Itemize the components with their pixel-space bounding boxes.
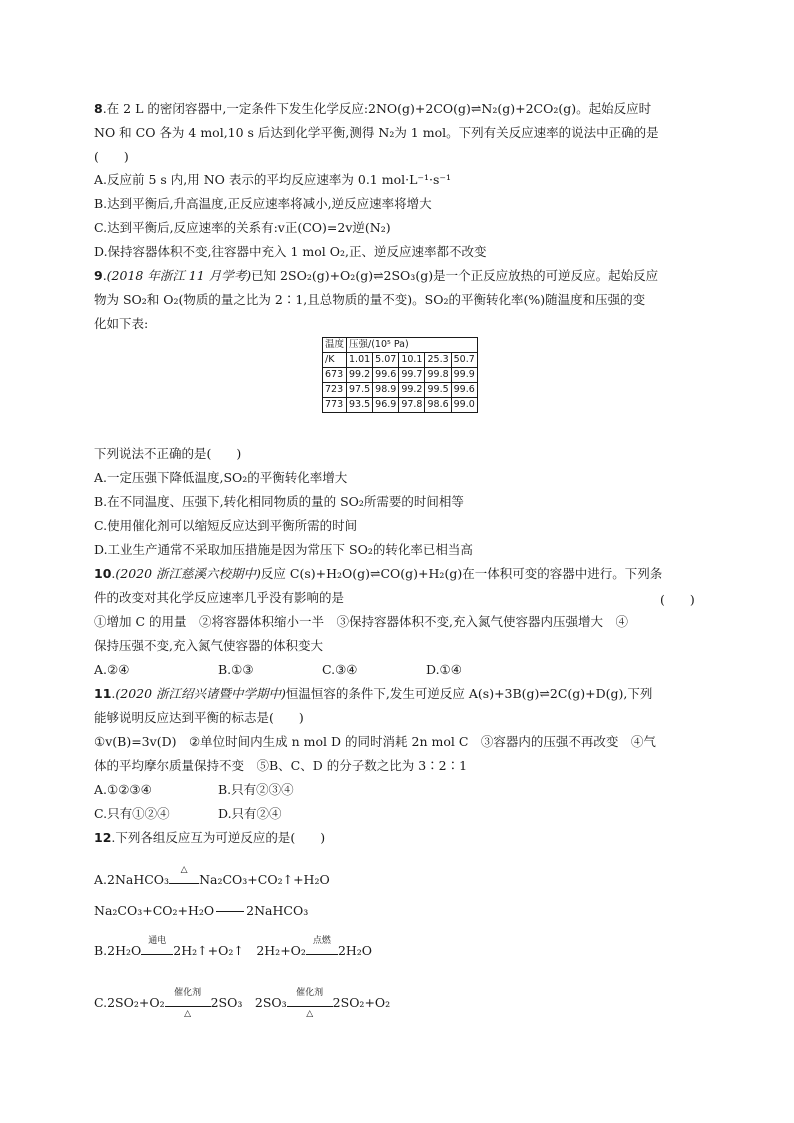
table-cell: 93.5 — [347, 398, 373, 413]
question-source: .(2020 浙江绍兴诸暨中学期中) — [111, 686, 286, 701]
reactant: A.2NaHCO₃ — [94, 872, 170, 887]
question-9-line-1 — [94, 268, 658, 284]
product: Na₂CO₃+CO₂↑+H₂O — [199, 872, 330, 887]
question-8-line-2: NO 和 CO 各为 4 mol,10 s 后达到化学平衡,测得 N₂为 1 mol。下列有关反应速率的说法中正确的是 — [94, 125, 659, 140]
option-b: B.在不同温度、压强下,转化相同物质的量的 SO₂所需要的时间相等 — [94, 494, 464, 509]
table-cell: 99.0 — [451, 398, 477, 413]
answer-paren: ( ) — [660, 592, 695, 607]
table-row — [323, 353, 478, 368]
table-cell: 99.2 — [347, 368, 373, 383]
question-10-line-4: 保持压强不变,充入氮气使容器的体积变大 — [94, 638, 323, 653]
product: 2NaHCO₃ — [246, 903, 309, 918]
conversion-table — [322, 337, 478, 413]
products-and-reactants: 2SO₃ 2SO₃ — [210, 995, 287, 1010]
table-cell: 773 — [323, 398, 347, 413]
question-text: .下列各组反应互为可逆反应的是( ) — [111, 830, 326, 845]
option-b-equations — [94, 936, 373, 959]
question-number: 12 — [94, 830, 112, 845]
reactant: C.2SO₂+O₂ — [94, 995, 165, 1010]
question-source: .(2020 浙江慈溪六校期中) — [111, 566, 261, 581]
option-d: D.保持容器体积不变,往容器中充入 1 mol O₂,正、逆反应速率都不改变 — [94, 244, 487, 259]
question-11-line-3: ①v(B)=3v(D) ②单位时间内生成 n mol D 的同时消耗 2n mol C ③容器内的压强不再改变 ④气 — [94, 734, 656, 749]
table-cell: 99.5 — [425, 383, 451, 398]
equals-line — [216, 911, 244, 912]
table-cell: 96.9 — [373, 398, 399, 413]
product: 2SO₂+O₂ — [332, 995, 391, 1010]
product: 2H₂O — [337, 943, 373, 958]
question-number: 10 — [94, 566, 112, 581]
option-a: A.一定压强下降低温度,SO₂的平衡转化率增大 — [94, 470, 348, 485]
option-c: C.达到平衡后,反应速率的关系有:v正(CO)=2v逆(N₂) — [94, 220, 391, 235]
table-cell: 723 — [323, 383, 347, 398]
condition-label: 点燃 — [312, 936, 331, 946]
option-c: C.③④ — [322, 662, 358, 677]
option-a-equation-2 — [94, 903, 308, 919]
option-b: B.①③ — [218, 662, 254, 677]
option-b: B.达到平衡后,升高温度,正反应速率将减小,逆反应速率将增大 — [94, 196, 432, 211]
answer-paren: ( ) — [94, 149, 129, 164]
table-cell: 99.6 — [451, 383, 477, 398]
heat-symbol: △ — [180, 865, 188, 875]
table-cell: 97.5 — [347, 383, 373, 398]
table-row — [323, 398, 478, 413]
reaction-arrow — [141, 936, 173, 955]
table-cell: 673 — [323, 368, 347, 383]
question-9-line-2: 物为 SO₂和 O₂(物质的量之比为 2∶1,且总物质的量不变)。SO₂的平衡转化率(%)随温度和压强的变 — [94, 292, 646, 307]
question-10-line-3: ①增加 C 的用量 ②将容器体积缩小一半 ③保持容器体积不变,充入氮气使容器内压强增大 ④ — [94, 614, 628, 629]
reactant: B.2H₂O — [94, 943, 142, 958]
question-11-line-2: 能够说明反应达到平衡的标志是( ) — [94, 710, 304, 725]
table-cell: 50.7 — [451, 353, 477, 368]
table-header-row — [323, 338, 478, 353]
table-cell: 25.3 — [425, 353, 451, 368]
option-c-equations — [94, 988, 391, 1019]
condition-label: 通电 — [148, 936, 167, 946]
reaction-arrow — [287, 988, 333, 1019]
option-d: D.只有②④ — [218, 806, 282, 821]
question-number: 11 — [94, 686, 112, 701]
option-c: C.使用催化剂可以缩短反应达到平衡所需的时间 — [94, 518, 358, 533]
question-text: 反应 C(s)+H₂O(g)⇌CO(g)+H₂(g)在一体积可变的容器中进行。下列条 — [260, 566, 663, 581]
question-number: 8 — [94, 101, 103, 116]
heat-symbol: △ — [184, 1009, 192, 1019]
reaction-arrow — [306, 936, 338, 955]
table-header-pressure: 压强/(10⁵ Pa) — [347, 338, 478, 353]
option-d: D.①④ — [426, 662, 462, 677]
table-cell: 97.8 — [399, 398, 425, 413]
question-10-line-1 — [94, 566, 662, 582]
table-header-temp: 温度 — [323, 338, 347, 353]
option-b: B.只有②③④ — [218, 782, 294, 797]
products-and-reactants: 2H₂↑+O₂↑ 2H₂+O₂ — [173, 943, 306, 958]
table-row — [323, 383, 478, 398]
table-header-unit: /K — [323, 353, 347, 368]
option-a: A.②④ — [94, 662, 130, 677]
table-cell: 10.1 — [399, 353, 425, 368]
option-a: A.①②③④ — [94, 782, 152, 797]
question-text: .在 2 L 的密闭容器中,一定条件下发生化学反应:2NO(g)+2CO(g)⇌N₂(g)+2CO₂(g)。起始反应时 — [102, 101, 652, 116]
table-cell: 98.9 — [373, 383, 399, 398]
question-12-line-1 — [94, 830, 325, 846]
table-cell: 98.6 — [425, 398, 451, 413]
table-cell: 99.2 — [399, 383, 425, 398]
question-text: 已知 2SO₂(g)+O₂(g)⇌2SO₃(g)是一个正反应放热的可逆反应。起始反应 — [251, 268, 659, 283]
option-c: C.只有①②④ — [94, 806, 170, 821]
table-cell: 99.9 — [451, 368, 477, 383]
question-11-line-4: 体的平均摩尔质量保持不变 ⑤B、C、D 的分子数之比为 3∶2∶1 — [94, 758, 468, 773]
question-text: 恒温恒容的条件下,发生可逆反应 A(s)+3B(g)⇌2C(g)+D(g),下列 — [285, 686, 653, 701]
catalyst-label: 催化剂 — [296, 988, 324, 998]
table-cell: 5.07 — [373, 353, 399, 368]
option-d: D.工业生产通常不采取加压措施是因为常压下 SO₂的转化率已相当高 — [94, 542, 473, 557]
catalyst-label: 催化剂 — [174, 988, 202, 998]
question-9-stem: 下列说法不正确的是( ) — [94, 446, 242, 461]
question-number: 9 — [94, 268, 103, 283]
option-a: A.反应前 5 s 内,用 NO 表示的平均反应速率为 0.1 mol·L⁻¹·s⁻¹ — [94, 172, 451, 187]
question-8-line-1 — [94, 101, 651, 117]
heat-symbol: △ — [306, 1009, 314, 1019]
table-cell: 99.6 — [373, 368, 399, 383]
question-source: .(2018 年浙江 11 月学考) — [102, 268, 252, 283]
reaction-arrow — [169, 865, 199, 884]
option-a-equation-1 — [94, 865, 330, 888]
table-cell: 99.8 — [425, 368, 451, 383]
question-11-line-1 — [94, 686, 652, 702]
reactant: Na₂CO₃+CO₂+H₂O — [94, 903, 215, 918]
question-10-line-2: 件的改变对其化学反应速率几乎没有影响的是 — [94, 590, 345, 605]
reaction-arrow — [165, 988, 211, 1019]
table-cell: 99.7 — [399, 368, 425, 383]
table-cell: 1.01 — [347, 353, 373, 368]
table-row — [323, 368, 478, 383]
question-9-line-3: 化如下表: — [94, 316, 149, 331]
